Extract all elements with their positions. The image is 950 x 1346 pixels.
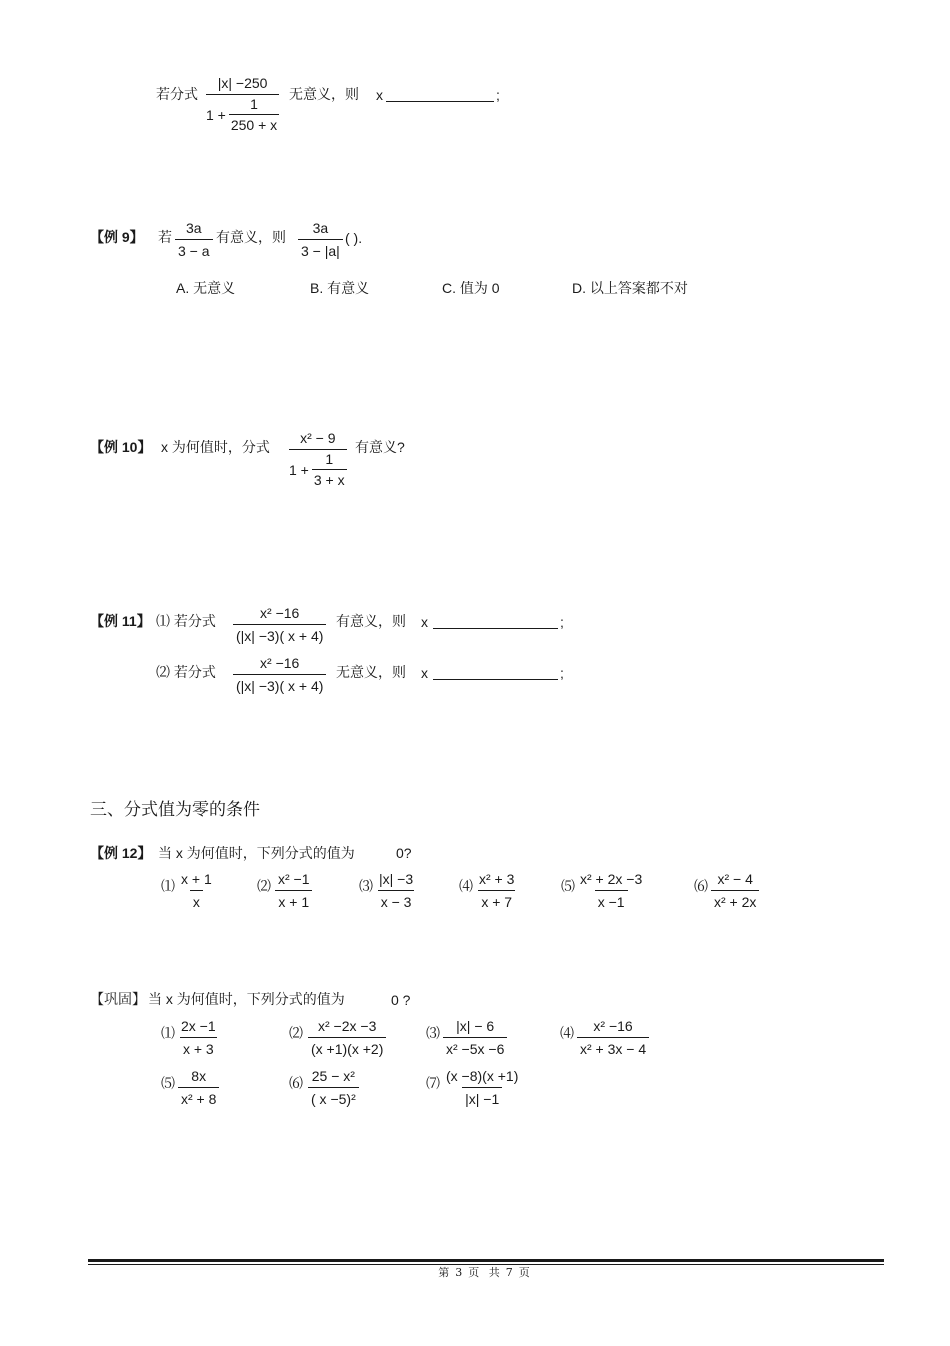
ex12-item5-numerator: x² + 2x −3 [580, 871, 643, 887]
page-footer [0, 1264, 950, 1280]
consolidate-item6-denominator: ( x −5)² [308, 1087, 359, 1106]
footer-total-pages: 7 [505, 1266, 513, 1279]
consolidate-zero: 0 ? [391, 992, 411, 1008]
ex12-item2-numerator: x² −1 [278, 871, 310, 887]
consolidate-item6-fraction [308, 1069, 359, 1106]
ex9-answer-paren: ( ). [345, 230, 363, 246]
ex12-item6-numerator: x² − 4 [717, 871, 753, 887]
consolidate-item2-denominator: (x +1)(x +2) [308, 1037, 386, 1056]
ex10-text: x 为何值时，分式 [161, 439, 270, 455]
ex12-zero: 0? [396, 845, 412, 861]
ex11-part2: ⑵ 若分式 [156, 664, 216, 680]
q8-blank[interactable] [386, 88, 494, 102]
ex10-label: 【例 10】 [90, 439, 152, 455]
consolidate-item5-numerator: 8x [191, 1068, 207, 1084]
consolidate-item3-fraction [443, 1019, 507, 1056]
ex11-f1-numerator: x² −16 [260, 605, 300, 621]
ex12-item2-fraction [275, 872, 313, 909]
consolidate-item3-denominator: x² −5x −6 [443, 1037, 507, 1056]
ex11-blank-1[interactable] [433, 615, 558, 629]
section-3-heading: 三、分式值为零的条件 [90, 800, 260, 819]
q8-inner-fraction [229, 97, 279, 132]
ex11-suffix-2: 无意义，则 [336, 664, 406, 680]
ex9-f1-numerator: 3a [185, 220, 202, 236]
ex9-f1-denominator: 3 − a [175, 239, 213, 258]
ex10-suffix: 有意义? [355, 439, 405, 455]
consolidate-item4-numerator: x² −16 [593, 1018, 633, 1034]
ex9-mid: 有意义，则 [216, 229, 286, 245]
q8-inner-denominator: 250 + x [229, 114, 279, 132]
ex9-option-d: D. 以上答案都不对 [572, 280, 688, 296]
ex12-item4-fraction [476, 872, 517, 909]
ex11-suffix-1: 有意义，则 [336, 613, 406, 629]
consolidate-label: 【巩固】 [90, 991, 146, 1007]
consolidate-item1-no: ⑴ [161, 1026, 175, 1042]
consolidate-item3-no: ⑶ [426, 1026, 440, 1042]
ex9-option-c: C. 值为 0 [442, 280, 500, 296]
consolidate-item7-numerator: (x −8)(x +1) [446, 1068, 519, 1084]
ex11-fraction-2 [233, 656, 326, 693]
ex12-item2-no: ⑵ [257, 879, 271, 895]
ex12-item5-no: ⑸ [561, 879, 575, 895]
ex11-var-2: x [421, 665, 428, 681]
ex12-item3-denominator: x − 3 [378, 890, 415, 909]
ex12-item6-denominator: x² + 2x [711, 890, 759, 909]
ex12-item1-fraction [178, 872, 215, 909]
ex12-item3-fraction [376, 872, 416, 909]
ex10-inner-fraction [312, 452, 347, 487]
ex11-end-2: ; [560, 665, 564, 681]
consolidate-item6-no: ⑹ [289, 1076, 303, 1092]
q8-inner-numerator: 1 [250, 96, 258, 112]
consolidate-item4-no: ⑷ [560, 1026, 574, 1042]
ex11-fraction-1 [233, 606, 326, 643]
consolidate-item7-no: ⑺ [426, 1076, 440, 1092]
ex12-label: 【例 12】 [90, 845, 152, 861]
ex12-item3-no: ⑶ [359, 879, 373, 895]
ex9-f2-numerator: 3a [312, 220, 329, 236]
footer-page-number: 3 [455, 1266, 463, 1279]
consolidate-item5-denominator: x² + 8 [178, 1087, 219, 1106]
consolidate-item7-denominator: |x| −1 [462, 1087, 502, 1106]
consolidate-item2-fraction [308, 1019, 386, 1056]
q8-denominator [206, 94, 279, 132]
consolidate-item3-numerator: |x| − 6 [456, 1018, 495, 1034]
footer-text-c: 共 [488, 1266, 500, 1279]
consolidate-item1-fraction [178, 1019, 219, 1056]
ex9-f2-denominator: 3 − |a| [298, 239, 343, 258]
ex9-option-a: A. 无意义 [176, 280, 236, 296]
ex12-item4-denominator: x + 7 [478, 890, 515, 909]
footer-text-b: 页 [468, 1266, 480, 1279]
ex11-f2-denominator: (|x| −3)( x + 4) [233, 674, 326, 693]
footer-text-d: 页 [518, 1266, 530, 1279]
ex10-denominator [289, 449, 347, 487]
consolidate-item2-numerator: x² −2x −3 [317, 1018, 377, 1034]
ex12-item4-numerator: x² + 3 [479, 871, 515, 887]
q8-end: ; [496, 87, 500, 103]
consolidate-item6-numerator: 25 − x² [311, 1068, 355, 1084]
consolidate-item1-numerator: 2x −1 [181, 1018, 216, 1034]
consolidate-text: 当 x 为何值时，下列分式的值为 [148, 991, 345, 1007]
ex12-item6-no: ⑹ [694, 879, 708, 895]
ex11-f1-denominator: (|x| −3)( x + 4) [233, 624, 326, 643]
consolidate-item4-denominator: x² + 3x − 4 [577, 1037, 649, 1056]
ex11-end-1: ; [560, 614, 564, 630]
consolidate-item7-fraction [443, 1069, 521, 1106]
consolidate-item5-fraction [178, 1069, 219, 1106]
ex12-item4-no: ⑷ [459, 879, 473, 895]
q8-prefix: 若分式 [156, 86, 198, 102]
consolidate-item5-no: ⑸ [161, 1076, 175, 1092]
ex12-item1-denominator: x [190, 890, 203, 909]
ex10-numerator: x² − 9 [300, 430, 336, 446]
ex11-f2-numerator: x² −16 [260, 655, 300, 671]
ex10-fraction [289, 431, 347, 487]
q8-fraction [206, 76, 279, 132]
ex11-var-1: x [421, 614, 428, 630]
footer-rule-thick [88, 1259, 884, 1262]
ex9-fraction-1 [175, 221, 213, 258]
q8-numerator: |x| −250 [217, 75, 268, 91]
ex11-part1: ⑴ 若分式 [156, 613, 216, 629]
ex12-item1-numerator: x + 1 [181, 871, 212, 887]
ex11-label: 【例 11】 [90, 613, 151, 629]
ex12-item6-fraction [711, 872, 759, 909]
ex9-pre: 若 [158, 229, 172, 245]
ex12-text: 当 x 为何值时，下列分式的值为 [158, 845, 355, 861]
ex9-label: 【例 9】 [90, 229, 144, 245]
q8-suffix: 无意义，则 [289, 86, 359, 102]
q8-var: x [376, 87, 383, 103]
consolidate-item1-denominator: x + 3 [180, 1037, 217, 1056]
ex9-fraction-2 [298, 221, 343, 258]
q8-inner-left: 1 + [206, 106, 226, 123]
ex10-inner-denominator: 3 + x [312, 469, 347, 487]
ex12-item5-denominator: x −1 [595, 890, 628, 909]
consolidate-item4-fraction [577, 1019, 649, 1056]
ex11-blank-2[interactable] [433, 666, 558, 680]
ex12-item2-denominator: x + 1 [275, 890, 312, 909]
ex12-item1-no: ⑴ [161, 879, 175, 895]
ex10-inner-numerator: 1 [325, 451, 334, 467]
ex9-option-b: B. 有意义 [310, 280, 370, 296]
ex10-inner-left: 1 + [289, 461, 309, 478]
ex12-item5-fraction [577, 872, 645, 909]
ex12-item3-numerator: |x| −3 [379, 871, 414, 887]
footer-text-a: 第 [438, 1266, 450, 1279]
consolidate-item2-no: ⑵ [289, 1026, 303, 1042]
